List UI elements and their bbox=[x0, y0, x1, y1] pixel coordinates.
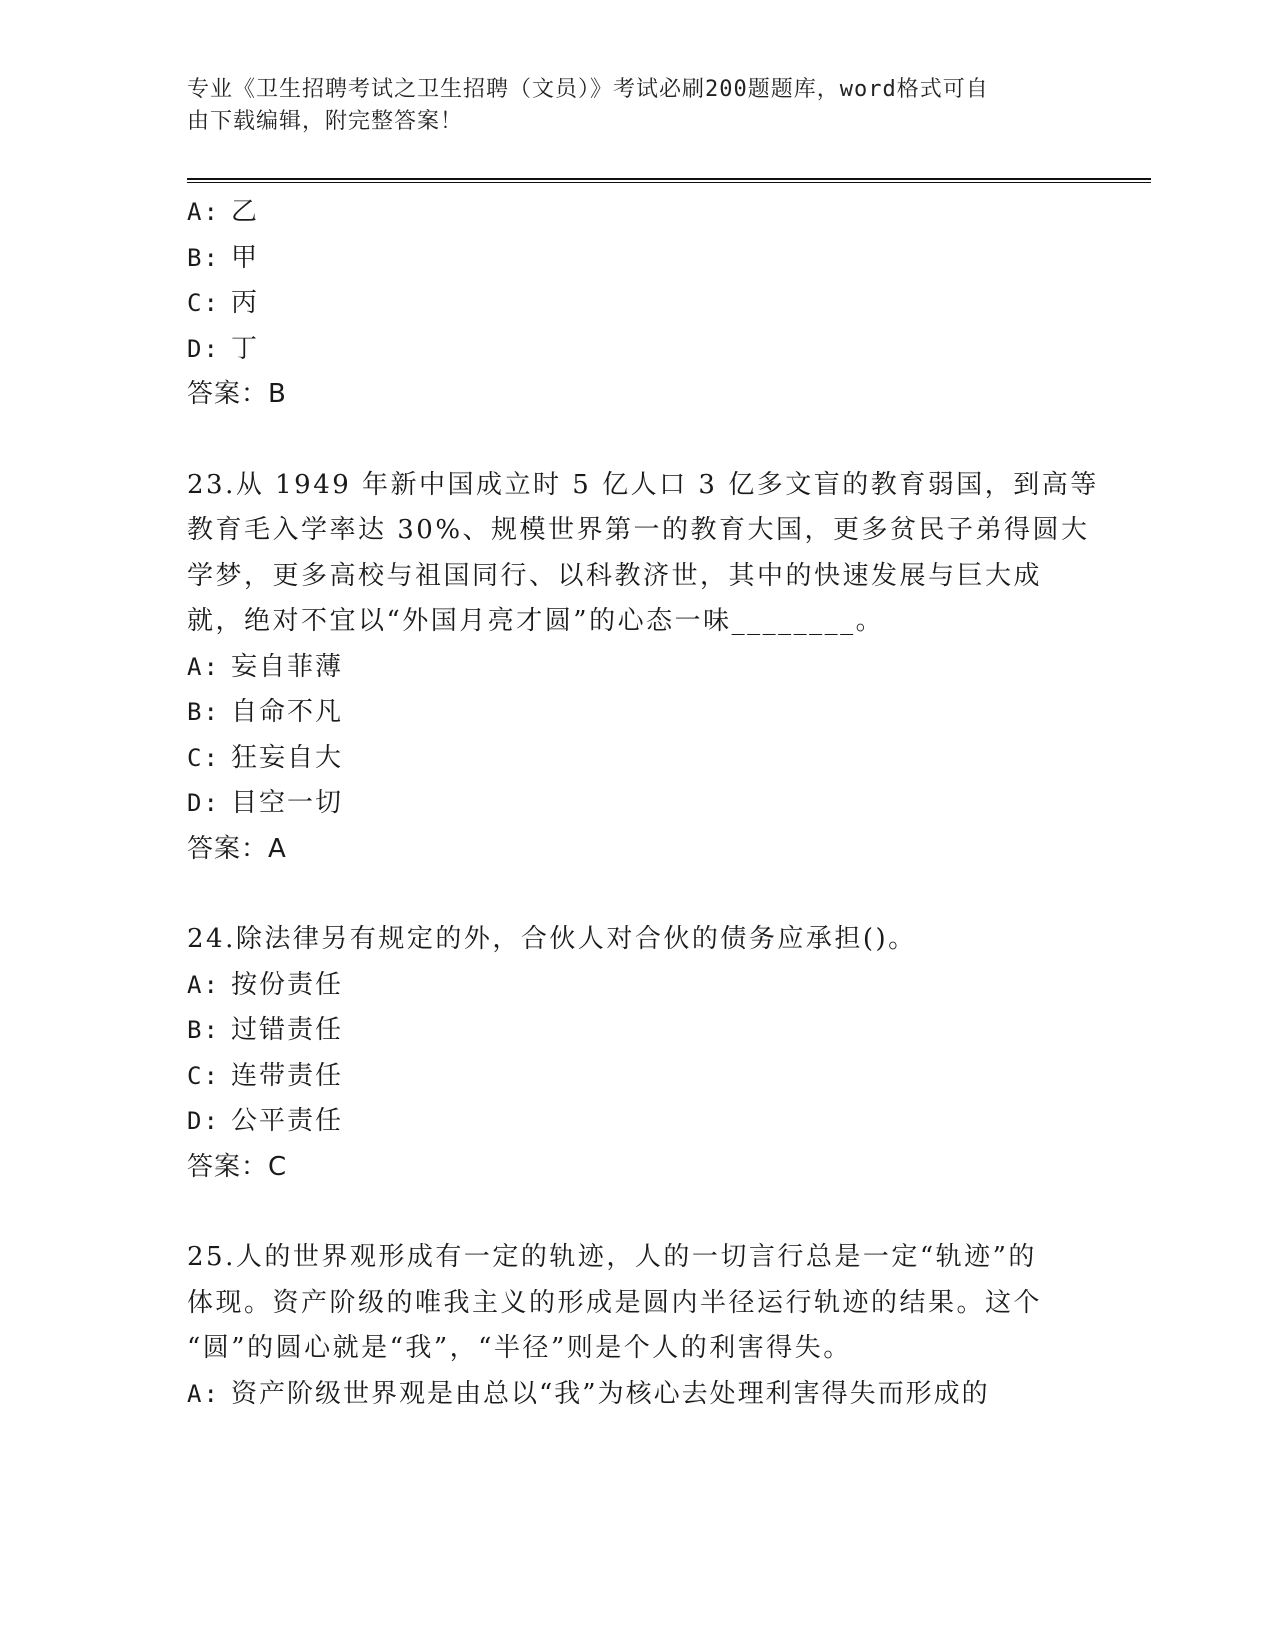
option-d: D: 目空一切 bbox=[187, 788, 344, 818]
spacer bbox=[187, 1190, 1087, 1235]
option-c: C: 狂妄自大 bbox=[187, 742, 344, 773]
option-c: C: 连带责任 bbox=[187, 1060, 344, 1091]
option-a: A: 按份责任 bbox=[187, 969, 344, 1000]
question-text-line: 24.除法律另有规定的外，合伙人对合伙的债务应承担()。 bbox=[187, 924, 917, 954]
spacer bbox=[187, 872, 1087, 917]
question-text-line: 学梦，更多高校与祖国同行、以科教济世，其中的快速发展与巨大成 bbox=[187, 560, 1043, 591]
question-25 bbox=[187, 1235, 1087, 1417]
option-d: D: 公平责任 bbox=[187, 1106, 344, 1136]
option-a: A: 乙 bbox=[187, 197, 260, 227]
question-23 bbox=[187, 463, 1099, 873]
header-divider bbox=[187, 178, 1151, 183]
option-a: A: 资产阶级世界观是由总以“我”为核心去处理利害得失而形成的 bbox=[187, 1378, 990, 1409]
answer: 答案：B bbox=[187, 379, 287, 409]
document-header bbox=[187, 74, 1067, 138]
question-text-line: 教育毛入学率达 30%、规模世界第一的教育大国，更多贫民子弟得圆大 bbox=[187, 515, 1090, 545]
question-text-line: 就，绝对不宜以“外国月亮才圆”的心态一味________。 bbox=[187, 606, 885, 636]
header-line-2: 由下载编辑，附完整答案！ bbox=[187, 109, 464, 134]
option-c: C: 丙 bbox=[187, 288, 260, 318]
question-24 bbox=[187, 917, 1087, 1190]
option-b: B: 自命不凡 bbox=[187, 697, 344, 727]
option-a: A: 妄自菲薄 bbox=[187, 651, 344, 682]
header-line-1: 专业《卫生招聘考试之卫生招聘（文员）》考试必刷200题题库，word格式可自 bbox=[187, 77, 989, 102]
spacer bbox=[187, 418, 1087, 463]
question-text-line: 23.从 1949 年新中国成立时 5 亿人口 3 亿多文盲的教育弱国，到高等 bbox=[187, 469, 1099, 500]
option-d: D: 丁 bbox=[187, 333, 260, 364]
question-text-line: 25.人的世界观形成有一定的轨迹，人的一切言行总是一定“轨迹”的 bbox=[187, 1242, 1037, 1272]
question-list bbox=[187, 190, 1099, 1417]
question-text-line: 体现。资产阶级的唯我主义的形成是圆内半径运行轨迹的结果。这个 bbox=[187, 1287, 1043, 1318]
option-b: B: 甲 bbox=[187, 242, 260, 273]
answer: 答案：C bbox=[187, 1151, 288, 1182]
question-text-line: “圆”的圆心就是“我”，“半径”则是个人的利害得失。 bbox=[187, 1333, 852, 1363]
answer: 答案：A bbox=[187, 833, 287, 864]
option-b: B: 过错责任 bbox=[187, 1015, 344, 1045]
question-22 bbox=[187, 190, 1087, 418]
